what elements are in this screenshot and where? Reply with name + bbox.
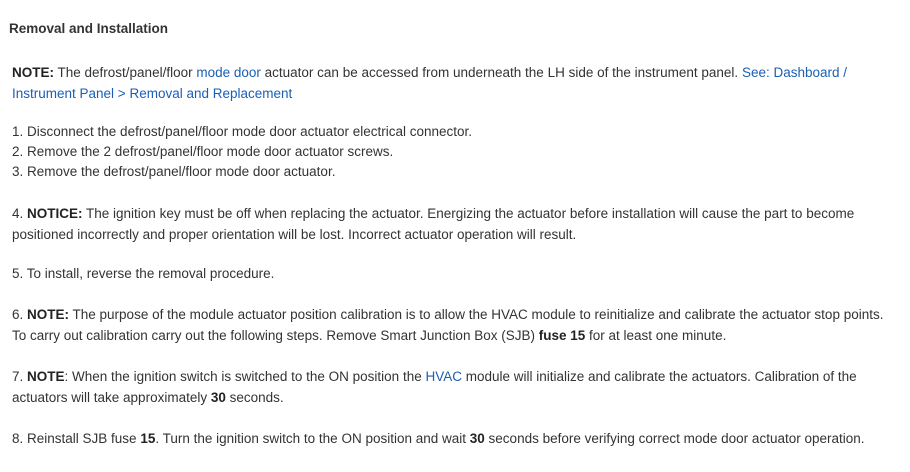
step-text-3: seconds before verifying correct mode door actuator operation. — [484, 431, 865, 446]
see-dashboard-link[interactable]: See: Dashboard / Instrument Panel > Removal and Replacement — [12, 65, 848, 101]
note-text-2: for at least one minute. — [585, 328, 727, 343]
seconds-value: 30 — [210, 390, 226, 405]
page-title: Removal and Installation — [9, 21, 169, 36]
mode-door-link[interactable]: mode door — [196, 65, 261, 80]
list-item: 2. Remove the 2 defrost/panel/floor mode door actuator screws. — [12, 144, 394, 159]
step-6-note — [9, 304, 892, 346]
step-number: 4. — [12, 206, 28, 221]
note-text-3: seconds. — [225, 390, 284, 405]
note-text-1: The purpose of the module actuator position calibration is to allow the HVAC module to reinitialize and calibrate the actuator stop points. To carry out calibration carry out the following steps. Remove Smart Junction Box (SJB) — [12, 307, 884, 343]
step-8 — [9, 428, 892, 449]
step-7-note — [9, 366, 892, 408]
note-text-2: module will initialize and calibrate the actuators. Calibration of the actuators will take approximately — [12, 369, 857, 405]
notice-text: The ignition key must be off when replacing the actuator. Energizing the actuator before installation will cause the part to become positioned incorrectly and proper orientation will be lost. Incorrect actuator operation will result. — [12, 206, 855, 242]
note-label: NOTE: — [27, 307, 70, 322]
step-number: 6. — [12, 307, 28, 322]
step-text-2: . Turn the ignition switch to the ON position and wait — [155, 431, 470, 446]
fuse-label: fuse 15 — [538, 328, 586, 343]
notice-label: NOTICE: — [27, 206, 83, 221]
note-text-1: : When the ignition switch is switched to the ON position the — [64, 369, 426, 384]
step-number: 7. — [12, 369, 28, 384]
hvac-link[interactable]: HVAC — [425, 369, 462, 384]
intro-note — [9, 62, 892, 104]
note-text-2: actuator can be accessed from underneath the LH side of the instrument panel. — [260, 65, 742, 80]
list-item: 3. Remove the defrost/panel/floor mode door actuator. — [12, 164, 336, 179]
list-item: 1. Disconnect the defrost/panel/floor mode door actuator electrical connector. — [12, 124, 473, 139]
note-text-1: The defrost/panel/floor — [54, 65, 197, 80]
note-label: NOTE: — [12, 65, 54, 80]
steps-list — [9, 122, 892, 182]
fuse-number: 15 — [140, 431, 156, 446]
note-label: NOTE — [27, 369, 65, 384]
step-text-1: 8. Reinstall SJB fuse — [12, 431, 141, 446]
seconds-value: 30 — [469, 431, 485, 446]
step-5: 5. To install, reverse the removal procedure. — [12, 266, 275, 281]
step-4-notice — [9, 203, 892, 245]
